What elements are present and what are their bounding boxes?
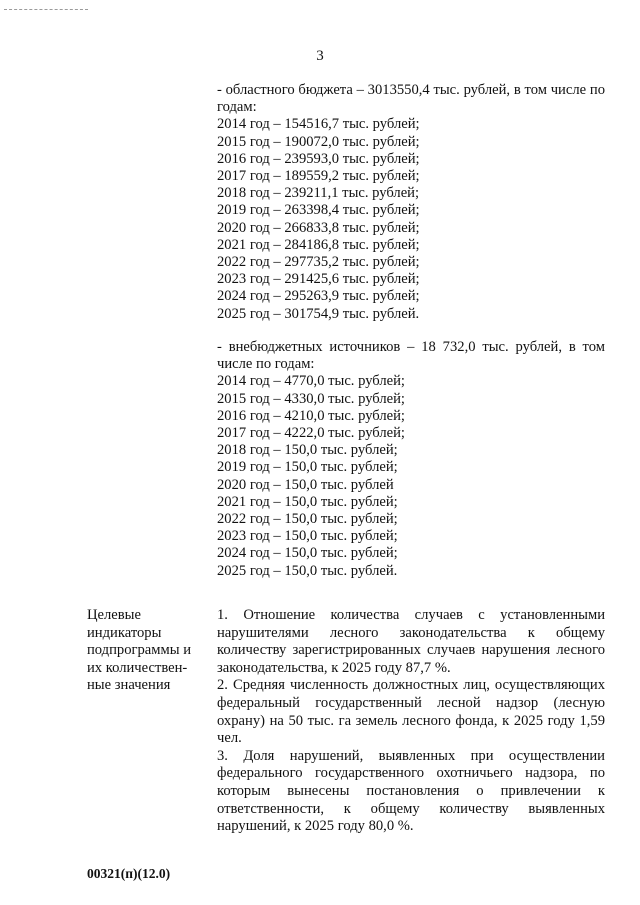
regional-year-2017: 2017 год – 189559,2 тыс. рублей; <box>217 168 420 185</box>
regional-year-2021: 2021 год – 284186,8 тыс. рублей; <box>217 236 420 253</box>
extrabudgetary-year-2020: 2020 год – 150,0 тыс. рублей <box>217 476 394 493</box>
document-code: 00321(п)(12.0) <box>87 866 171 881</box>
indicators-label-line: ные значения <box>87 677 171 694</box>
regional-year-2024: 2024 год – 295263,9 тыс. рублей; <box>217 288 420 305</box>
regional-year-2014: 2014 год – 154516,7 тыс. рублей; <box>217 116 420 133</box>
indicators-label <box>87 607 205 695</box>
extrabudgetary-year-2017: 2017 год – 4222,0 тыс. рублей; <box>217 425 405 442</box>
indicators-label-line: подпрограммы и <box>87 642 192 659</box>
indicator-item-2: 2. Средняя численность должностных лиц, осуществляющих федеральный государственный лесной надзор (лесную охрану) на 50 тыс. га земель лесного фонда, к 2025 году 1,59 чел. <box>217 677 605 747</box>
regional-budget-intro: - областного бюджета – 3013550,4 тыс. рублей, в том числе по годам: <box>217 82 605 116</box>
extrabudgetary-year-2023: 2023 год – 150,0 тыс. рублей; <box>217 528 398 545</box>
extrabudgetary-year-2016: 2016 год – 4210,0 тыс. рублей; <box>217 407 405 424</box>
regional-year-2015: 2015 год – 190072,0 тыс. рублей; <box>217 133 420 150</box>
extrabudgetary-section <box>217 339 605 580</box>
extrabudgetary-intro: - внебюджетных источников – 18 732,0 тыс. рублей, в том числе по годам: <box>217 339 605 373</box>
extrabudgetary-year-2019: 2019 год – 150,0 тыс. рублей; <box>217 459 398 476</box>
extrabudgetary-year-2025: 2025 год – 150,0 тыс. рублей. <box>217 562 398 579</box>
scan-margin-mark <box>4 9 88 10</box>
indicator-item-1: 1. Отношение количества случаев с установленными нарушителями лесного законодательства к общему количеству зарегистрированных случаев нарушения лесного законодательства, к 2025 году 87,7 %. <box>217 607 605 676</box>
indicator-item-3: 3. Доля нарушений, выявленных при осуществлении федерального государственного охотничьего надзора, по которым вынесены постановления о привлечении к ответственности, к общему количеству выявленных нарушений, к 2025 году 80,0 %. <box>217 747 605 835</box>
extrabudgetary-year-2022: 2022 год – 150,0 тыс. рублей; <box>217 511 398 528</box>
regional-year-2020: 2020 год – 266833,8 тыс. рублей; <box>217 219 420 236</box>
indicators-label-line: индикаторы <box>87 624 162 641</box>
indicators-list <box>217 607 605 836</box>
regional-year-2022: 2022 год – 297735,2 тыс. рублей; <box>217 254 420 271</box>
extrabudgetary-year-2014: 2014 год – 4770,0 тыс. рублей; <box>217 373 405 390</box>
regional-year-2018: 2018 год – 239211,1 тыс. рублей; <box>217 185 420 202</box>
regional-year-2016: 2016 год – 239593,0 тыс. рублей; <box>217 150 420 167</box>
regional-year-2023: 2023 год – 291425,6 тыс. рублей; <box>217 271 420 288</box>
indicators-label-line: Целевые <box>87 607 141 623</box>
regional-budget-section <box>217 82 605 323</box>
page-number: 3 <box>316 48 324 64</box>
extrabudgetary-year-2018: 2018 год – 150,0 тыс. рублей; <box>217 442 398 459</box>
indicators-label-line: их количествен- <box>87 659 188 676</box>
regional-year-2019: 2019 год – 263398,4 тыс. рублей; <box>217 202 420 219</box>
extrabudgetary-year-2024: 2024 год – 150,0 тыс. рублей; <box>217 545 398 562</box>
extrabudgetary-year-2015: 2015 год – 4330,0 тыс. рублей; <box>217 390 405 407</box>
regional-year-2025: 2025 год – 301754,9 тыс. рублей. <box>217 305 420 322</box>
extrabudgetary-year-2021: 2021 год – 150,0 тыс. рублей; <box>217 493 398 510</box>
